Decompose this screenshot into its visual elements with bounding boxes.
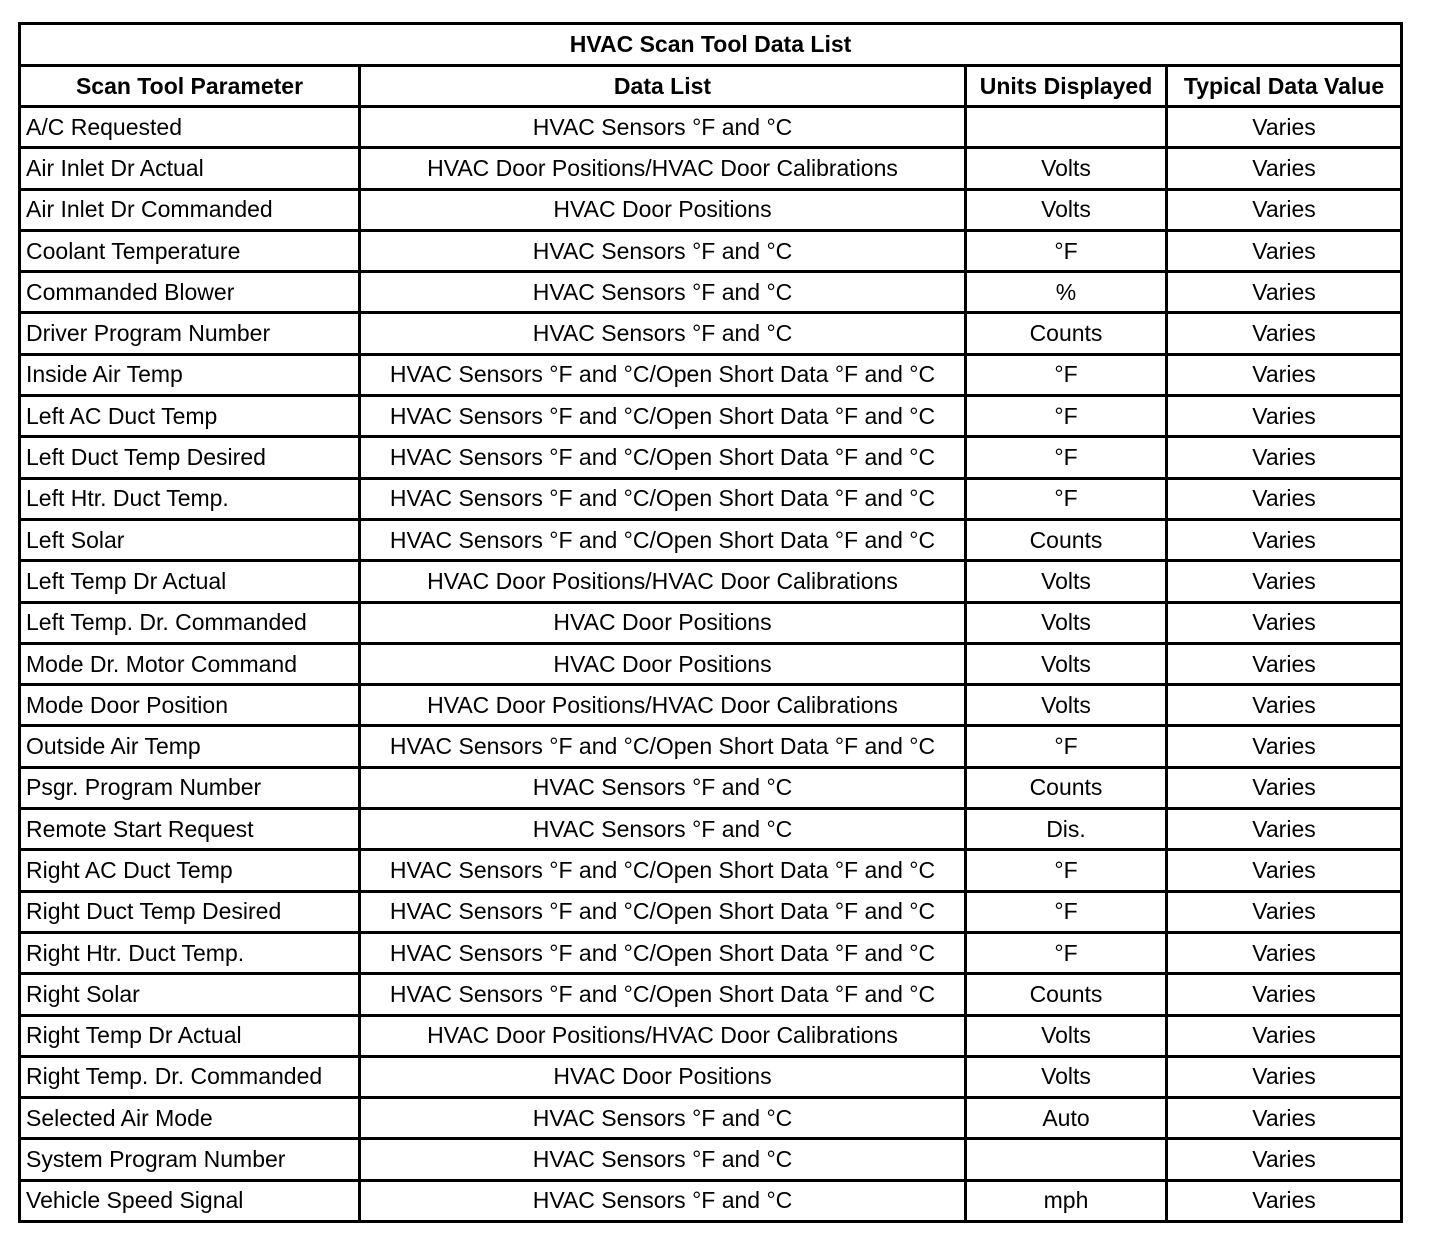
table-row bbox=[20, 478, 1402, 519]
typical-value-cell: Varies bbox=[1167, 891, 1402, 932]
units-cell: °F bbox=[966, 354, 1167, 395]
table-row bbox=[20, 437, 1402, 478]
header-units-displayed: Units Displayed bbox=[966, 66, 1167, 107]
units-cell: °F bbox=[966, 396, 1167, 437]
table-row bbox=[20, 891, 1402, 932]
header-data-list: Data List bbox=[360, 66, 966, 107]
data-list-cell: HVAC Sensors °F and °C/Open Short Data °F and °C bbox=[360, 478, 966, 519]
table-row bbox=[20, 396, 1402, 437]
table-row bbox=[20, 932, 1402, 973]
units-cell: Auto bbox=[966, 1098, 1167, 1139]
units-cell: Volts bbox=[966, 685, 1167, 726]
typical-value-cell: Varies bbox=[1167, 272, 1402, 313]
typical-value-cell: Varies bbox=[1167, 932, 1402, 973]
typical-value-cell: Varies bbox=[1167, 767, 1402, 808]
typical-value-cell: Varies bbox=[1167, 602, 1402, 643]
units-cell: °F bbox=[966, 437, 1167, 478]
table-row bbox=[20, 685, 1402, 726]
parameter-cell: Left Htr. Duct Temp. bbox=[20, 478, 360, 519]
table-row bbox=[20, 1015, 1402, 1056]
typical-value-cell: Varies bbox=[1167, 230, 1402, 271]
units-cell bbox=[966, 107, 1167, 148]
parameter-cell: Right Solar bbox=[20, 974, 360, 1015]
table-row bbox=[20, 1180, 1402, 1221]
data-list-cell: HVAC Sensors °F and °C/Open Short Data °F and °C bbox=[360, 437, 966, 478]
parameter-cell: Mode Dr. Motor Command bbox=[20, 643, 360, 684]
units-cell bbox=[966, 1139, 1167, 1180]
parameter-cell: Coolant Temperature bbox=[20, 230, 360, 271]
data-list-cell: HVAC Sensors °F and °C bbox=[360, 1180, 966, 1221]
table-row bbox=[20, 1098, 1402, 1139]
units-cell: % bbox=[966, 272, 1167, 313]
typical-value-cell: Varies bbox=[1167, 354, 1402, 395]
data-list-cell: HVAC Sensors °F and °C/Open Short Data °F and °C bbox=[360, 726, 966, 767]
typical-value-cell: Varies bbox=[1167, 1098, 1402, 1139]
units-cell: °F bbox=[966, 230, 1167, 271]
table-row bbox=[20, 809, 1402, 850]
parameter-cell: Driver Program Number bbox=[20, 313, 360, 354]
table-row bbox=[20, 1056, 1402, 1097]
data-list-cell: HVAC Sensors °F and °C bbox=[360, 1098, 966, 1139]
parameter-cell: Inside Air Temp bbox=[20, 354, 360, 395]
parameter-cell: Right Temp Dr Actual bbox=[20, 1015, 360, 1056]
parameter-cell: Air Inlet Dr Actual bbox=[20, 148, 360, 189]
typical-value-cell: Varies bbox=[1167, 437, 1402, 478]
typical-value-cell: Varies bbox=[1167, 313, 1402, 354]
data-list-cell: HVAC Sensors °F and °C bbox=[360, 272, 966, 313]
typical-value-cell: Varies bbox=[1167, 189, 1402, 230]
data-list-cell: HVAC Sensors °F and °C/Open Short Data °F and °C bbox=[360, 850, 966, 891]
data-list-cell: HVAC Sensors °F and °C/Open Short Data °F and °C bbox=[360, 891, 966, 932]
units-cell: Volts bbox=[966, 148, 1167, 189]
data-list-cell: HVAC Sensors °F and °C/Open Short Data °F and °C bbox=[360, 396, 966, 437]
parameter-cell: Vehicle Speed Signal bbox=[20, 1180, 360, 1221]
typical-value-cell: Varies bbox=[1167, 107, 1402, 148]
typical-value-cell: Varies bbox=[1167, 643, 1402, 684]
parameter-cell: Air Inlet Dr Commanded bbox=[20, 189, 360, 230]
data-list-cell: HVAC Door Positions/HVAC Door Calibrations bbox=[360, 148, 966, 189]
data-list-cell: HVAC Sensors °F and °C bbox=[360, 313, 966, 354]
typical-value-cell: Varies bbox=[1167, 1056, 1402, 1097]
units-cell: Counts bbox=[966, 313, 1167, 354]
units-cell: Volts bbox=[966, 602, 1167, 643]
parameter-cell: System Program Number bbox=[20, 1139, 360, 1180]
table-row bbox=[20, 767, 1402, 808]
typical-value-cell: Varies bbox=[1167, 850, 1402, 891]
units-cell: mph bbox=[966, 1180, 1167, 1221]
typical-value-cell: Varies bbox=[1167, 1180, 1402, 1221]
table-row bbox=[20, 726, 1402, 767]
table-row bbox=[20, 107, 1402, 148]
table-row bbox=[20, 602, 1402, 643]
units-cell: Volts bbox=[966, 189, 1167, 230]
parameter-cell: Remote Start Request bbox=[20, 809, 360, 850]
parameter-cell: Right Duct Temp Desired bbox=[20, 891, 360, 932]
typical-value-cell: Varies bbox=[1167, 974, 1402, 1015]
data-list-cell: HVAC Sensors °F and °C/Open Short Data °F and °C bbox=[360, 932, 966, 973]
title-row bbox=[20, 24, 1402, 66]
table-row bbox=[20, 850, 1402, 891]
typical-value-cell: Varies bbox=[1167, 1015, 1402, 1056]
units-cell: Volts bbox=[966, 1056, 1167, 1097]
data-list-cell: HVAC Sensors °F and °C bbox=[360, 230, 966, 271]
table-row bbox=[20, 643, 1402, 684]
header-scan-tool-parameter: Scan Tool Parameter bbox=[20, 66, 360, 107]
data-list-cell: HVAC Door Positions bbox=[360, 643, 966, 684]
table-body bbox=[20, 107, 1402, 1222]
data-list-cell: HVAC Sensors °F and °C/Open Short Data °F and °C bbox=[360, 354, 966, 395]
units-cell: °F bbox=[966, 850, 1167, 891]
typical-value-cell: Varies bbox=[1167, 809, 1402, 850]
header-typical-data-value: Typical Data Value bbox=[1167, 66, 1402, 107]
parameter-cell: Left Temp. Dr. Commanded bbox=[20, 602, 360, 643]
parameter-cell: Psgr. Program Number bbox=[20, 767, 360, 808]
header-row bbox=[20, 66, 1402, 107]
data-list-cell: HVAC Sensors °F and °C/Open Short Data °F and °C bbox=[360, 974, 966, 1015]
parameter-cell: Right AC Duct Temp bbox=[20, 850, 360, 891]
parameter-cell: Outside Air Temp bbox=[20, 726, 360, 767]
typical-value-cell: Varies bbox=[1167, 726, 1402, 767]
table-row bbox=[20, 1139, 1402, 1180]
typical-value-cell: Varies bbox=[1167, 1139, 1402, 1180]
data-list-cell: HVAC Door Positions/HVAC Door Calibrations bbox=[360, 561, 966, 602]
units-cell: °F bbox=[966, 478, 1167, 519]
data-list-cell: HVAC Door Positions bbox=[360, 602, 966, 643]
units-cell: Dis. bbox=[966, 809, 1167, 850]
units-cell: Volts bbox=[966, 561, 1167, 602]
parameter-cell: Selected Air Mode bbox=[20, 1098, 360, 1139]
table-row bbox=[20, 189, 1402, 230]
parameter-cell: Left Duct Temp Desired bbox=[20, 437, 360, 478]
data-list-cell: HVAC Door Positions/HVAC Door Calibrations bbox=[360, 685, 966, 726]
units-cell: Volts bbox=[966, 643, 1167, 684]
units-cell: °F bbox=[966, 891, 1167, 932]
typical-value-cell: Varies bbox=[1167, 396, 1402, 437]
table-row bbox=[20, 974, 1402, 1015]
typical-value-cell: Varies bbox=[1167, 519, 1402, 560]
units-cell: Volts bbox=[966, 1015, 1167, 1056]
typical-value-cell: Varies bbox=[1167, 685, 1402, 726]
parameter-cell: A/C Requested bbox=[20, 107, 360, 148]
table-row bbox=[20, 148, 1402, 189]
typical-value-cell: Varies bbox=[1167, 561, 1402, 602]
units-cell: Counts bbox=[966, 974, 1167, 1015]
table-row bbox=[20, 354, 1402, 395]
parameter-cell: Right Temp. Dr. Commanded bbox=[20, 1056, 360, 1097]
data-list-cell: HVAC Sensors °F and °C bbox=[360, 767, 966, 808]
table-row bbox=[20, 561, 1402, 602]
units-cell: °F bbox=[966, 726, 1167, 767]
table-row bbox=[20, 519, 1402, 560]
data-list-cell: HVAC Door Positions bbox=[360, 189, 966, 230]
data-list-cell: HVAC Sensors °F and °C bbox=[360, 107, 966, 148]
data-list-cell: HVAC Sensors °F and °C bbox=[360, 1139, 966, 1180]
data-list-cell: HVAC Sensors °F and °C/Open Short Data °F and °C bbox=[360, 519, 966, 560]
parameter-cell: Left Temp Dr Actual bbox=[20, 561, 360, 602]
hvac-data-table bbox=[18, 22, 1403, 1223]
units-cell: Counts bbox=[966, 767, 1167, 808]
parameter-cell: Mode Door Position bbox=[20, 685, 360, 726]
units-cell: °F bbox=[966, 932, 1167, 973]
data-list-cell: HVAC Sensors °F and °C bbox=[360, 809, 966, 850]
typical-value-cell: Varies bbox=[1167, 478, 1402, 519]
parameter-cell: Left Solar bbox=[20, 519, 360, 560]
parameter-cell: Left AC Duct Temp bbox=[20, 396, 360, 437]
parameter-cell: Commanded Blower bbox=[20, 272, 360, 313]
table-row bbox=[20, 230, 1402, 271]
units-cell: Counts bbox=[966, 519, 1167, 560]
table-title: HVAC Scan Tool Data List bbox=[20, 24, 1402, 66]
data-list-cell: HVAC Door Positions/HVAC Door Calibrations bbox=[360, 1015, 966, 1056]
table-row bbox=[20, 272, 1402, 313]
parameter-cell: Right Htr. Duct Temp. bbox=[20, 932, 360, 973]
typical-value-cell: Varies bbox=[1167, 148, 1402, 189]
table-row bbox=[20, 313, 1402, 354]
data-list-cell: HVAC Door Positions bbox=[360, 1056, 966, 1097]
